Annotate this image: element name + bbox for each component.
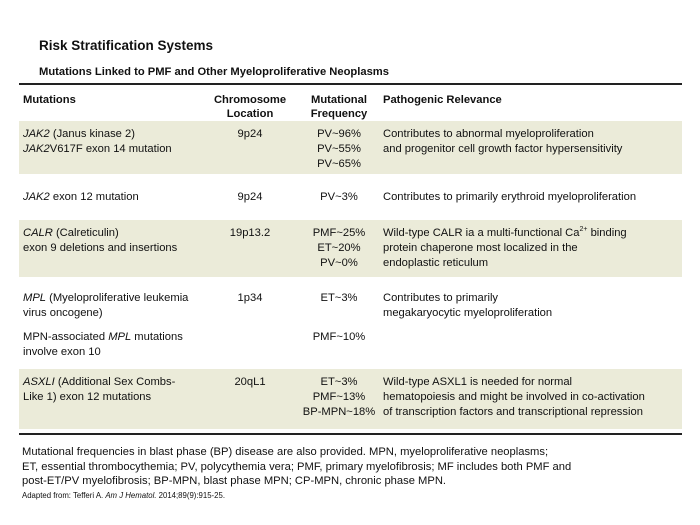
gene-name: ASXLI	[23, 376, 55, 388]
relevance-cell: Wild-type CALR ia a multi-functional $Ca^{2+}$ binding protein chaperone most localized in the endoplastic reticulum	[383, 226, 627, 269]
table-bottom-rule	[19, 433, 682, 435]
table-top-rule	[19, 83, 682, 85]
slide-title: Risk Stratification Systems	[39, 38, 214, 53]
gene-name: JAK2	[23, 143, 50, 155]
location-cell: 9p24	[237, 191, 263, 203]
table-row-jak2-exon12	[19, 184, 682, 211]
mutation-cell: CALR (Calreticulin) exon 9 deletions and insertions	[23, 227, 178, 254]
table-row-mpl	[19, 285, 682, 369]
header-mutational-frequency	[296, 93, 382, 121]
frequency-cell: ET~3% PMF~10%	[312, 292, 366, 343]
gene-name: JAK2	[23, 191, 50, 203]
frequency-cell: PV~3%	[320, 191, 358, 203]
journal-name: Am J Hematol.	[105, 491, 157, 500]
mutation-cell: JAK2 (Janus kinase 2) JAK2V617F exon 14 mutation	[23, 128, 172, 155]
relevance-cell: Contributes to abnormal myeloproliferation and progenitor cell growth factor hypersensitivity	[383, 128, 623, 155]
location-cell: 20qL1	[234, 376, 266, 388]
header-pathogenic-relevance: Pathogenic Relevance	[383, 94, 502, 106]
header-frequency-line1: Mutational	[311, 94, 367, 106]
header-frequency-line2: Frequency	[310, 108, 368, 120]
table-row-calr	[19, 220, 682, 277]
table-row-asxl1	[19, 369, 682, 429]
gene-name: MPL	[23, 292, 47, 304]
mutation-cell: ASXLI (Additional Sex Combs- Like 1) exon 12 mutations	[23, 376, 176, 403]
relevance-cell: Wild-type ASXL1 is needed for normal hematopoiesis and might be involved in co-activation of transcription factors and transcriptional repression	[383, 376, 645, 418]
relevance-cell: Contributes to primarily erythroid myeloproliferation	[383, 191, 637, 203]
header-mutations: Mutations	[23, 94, 76, 106]
relevance-cell: Contributes to primarily megakaryocytic myeloproliferation	[383, 292, 553, 319]
table-subtitle: Mutations Linked to PMF and Other Myeloproliferative Neoplasms	[39, 66, 389, 78]
footnotes: Mutational frequencies in blast phase (BP) disease are also provided. MPN, myeloproliferative neoplasms; ET, essential thrombocythemia; PV, polycythemia vera; PMF, primary myelofibrosis; MF includes both PMF and post-ET/PV myelofibrosis; BP-MPN, blast phase MPN; CP-MPN, chronic phase MPN.	[22, 446, 572, 487]
gene-name: MPL	[108, 331, 132, 343]
location-cell: 19p13.2	[229, 227, 271, 239]
location-cell: 1p34	[237, 292, 263, 304]
table-header	[19, 86, 682, 123]
frequency-cell: ET~3% PMF~13% BP-MPN~18%	[302, 376, 376, 418]
header-chromosome-line1: Chromosome	[213, 94, 287, 106]
header-chromosome-location	[202, 93, 298, 121]
gene-name: JAK2	[23, 128, 50, 140]
source-citation: Adapted from: Tefferi A. Am J Hematol. 2014;89(9):915-25.	[22, 491, 225, 500]
header-chromosome-line2: Location	[226, 108, 274, 120]
frequency-cell: PV~96% PV~55% PV~65%	[317, 128, 361, 170]
gene-name: CALR	[23, 227, 53, 239]
frequency-cell: PMF~25% ET~20% PV~0%	[312, 227, 366, 269]
mutation-cell: MPL (Myeloproliferative leukemia virus oncogene) MPN-associated MPL mutations involve exon 10	[23, 292, 189, 358]
mutation-cell: JAK2 exon 12 mutation	[23, 191, 139, 203]
table-row-jak2	[19, 121, 682, 174]
location-cell: 9p24	[237, 128, 263, 140]
